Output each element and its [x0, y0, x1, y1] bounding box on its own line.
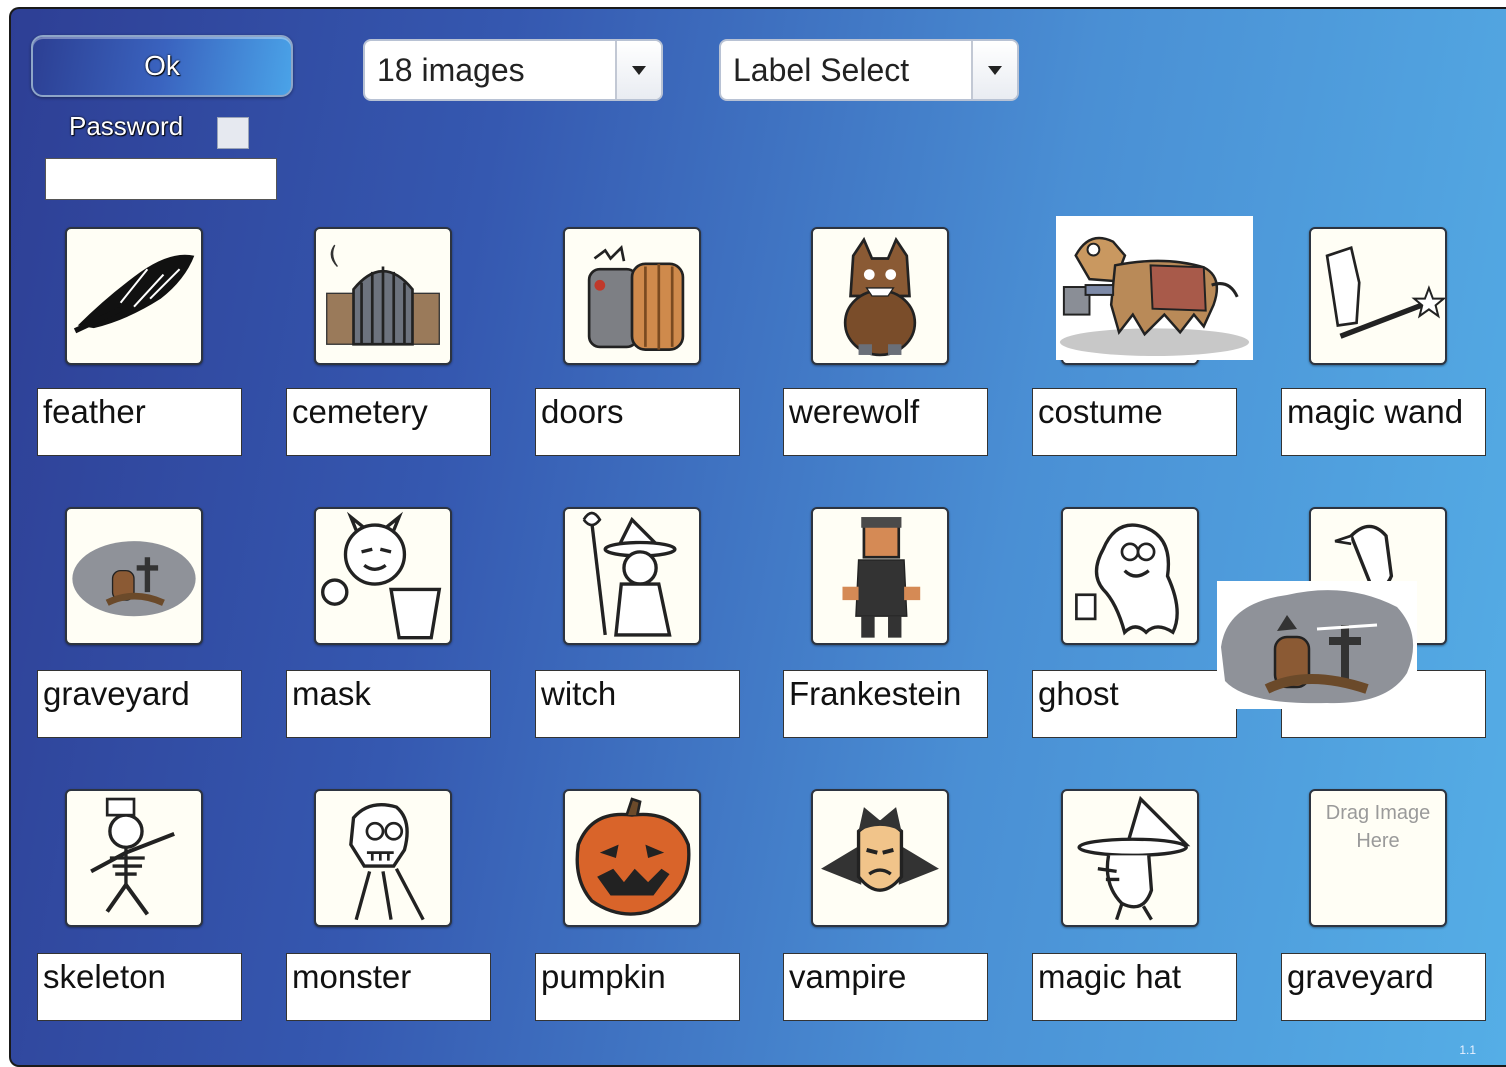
- dragged-costume-image[interactable]: [1056, 216, 1253, 360]
- password-label: Password: [69, 111, 184, 141]
- monster-icon: [316, 791, 450, 925]
- tile-vampire[interactable]: [811, 789, 949, 927]
- tile-doors[interactable]: [563, 227, 701, 365]
- tile-magic-wand[interactable]: [1309, 227, 1447, 365]
- main-window: [9, 7, 1506, 1067]
- skeleton-icon: [67, 791, 201, 925]
- ghost-icon: [1063, 509, 1197, 643]
- graveyard-icon: [67, 509, 201, 643]
- chevron-down-icon[interactable]: [971, 41, 1017, 99]
- label-field[interactable]: Frankestein: [783, 670, 988, 738]
- label-field[interactable]: feather: [37, 388, 242, 456]
- mask-icon: [316, 509, 450, 643]
- tile-frankenstein[interactable]: [811, 507, 949, 645]
- label-field[interactable]: werewolf: [783, 388, 988, 456]
- tile-pumpkin[interactable]: [563, 789, 701, 927]
- label-field[interactable]: cemetery: [286, 388, 491, 456]
- dragged-graveyard-image[interactable]: [1217, 581, 1417, 709]
- drop-hint-line2: Here: [1356, 830, 1400, 852]
- tile-magic-hat[interactable]: [1061, 789, 1199, 927]
- password-input[interactable]: [45, 158, 277, 200]
- pumpkin-icon: [565, 791, 699, 925]
- cemetery-gate-icon: [316, 229, 450, 363]
- ok-button[interactable]: Ok: [31, 35, 293, 97]
- label-field[interactable]: mask: [286, 670, 491, 738]
- werewolf-icon: [813, 229, 947, 363]
- label-field[interactable]: doors: [535, 388, 740, 456]
- magic-wand-icon: [1311, 229, 1445, 363]
- frankenstein-icon: [813, 509, 947, 643]
- tile-feather[interactable]: [65, 227, 203, 365]
- tile-werewolf[interactable]: [811, 227, 949, 365]
- label-select[interactable]: [719, 39, 1019, 101]
- drop-target[interactable]: [1309, 789, 1447, 927]
- tile-skeleton[interactable]: [65, 789, 203, 927]
- doors-icon: [565, 229, 699, 363]
- tile-cemetery[interactable]: [314, 227, 452, 365]
- chevron-down-icon[interactable]: [615, 41, 661, 99]
- tile-ghost[interactable]: [1061, 507, 1199, 645]
- images-count-select[interactable]: [363, 39, 663, 101]
- drop-hint: [1311, 791, 1445, 925]
- witch-icon: [565, 509, 699, 643]
- tile-graveyard[interactable]: [65, 507, 203, 645]
- feather-icon: [67, 229, 201, 363]
- label-field[interactable]: witch: [535, 670, 740, 738]
- horse-costume-icon: [1056, 216, 1253, 360]
- label-select-value: Label Select: [733, 51, 910, 88]
- tile-witch[interactable]: [563, 507, 701, 645]
- images-count-value: 18 images: [377, 51, 525, 88]
- drop-hint-line1: Drag Image: [1325, 802, 1431, 824]
- witch-hat-icon: [1063, 791, 1197, 925]
- label-field[interactable]: ghost: [1032, 670, 1237, 738]
- label-field[interactable]: monster: [286, 953, 491, 1021]
- version-label: 1.1: [1459, 1043, 1476, 1057]
- label-field[interactable]: pumpkin: [535, 953, 740, 1021]
- label-field[interactable]: skeleton: [37, 953, 242, 1021]
- graveyard-icon: [1217, 581, 1417, 709]
- vampire-icon: [813, 791, 947, 925]
- label-field[interactable]: graveyard: [37, 670, 242, 738]
- tile-monster[interactable]: [314, 789, 452, 927]
- label-field[interactable]: magic wand: [1281, 388, 1486, 456]
- label-field[interactable]: costume: [1032, 388, 1237, 456]
- tile-mask[interactable]: [314, 507, 452, 645]
- password-checkbox[interactable]: [217, 117, 249, 149]
- label-field[interactable]: graveyard: [1281, 953, 1486, 1021]
- label-field[interactable]: vampire: [783, 953, 988, 1021]
- label-field[interactable]: magic hat: [1032, 953, 1237, 1021]
